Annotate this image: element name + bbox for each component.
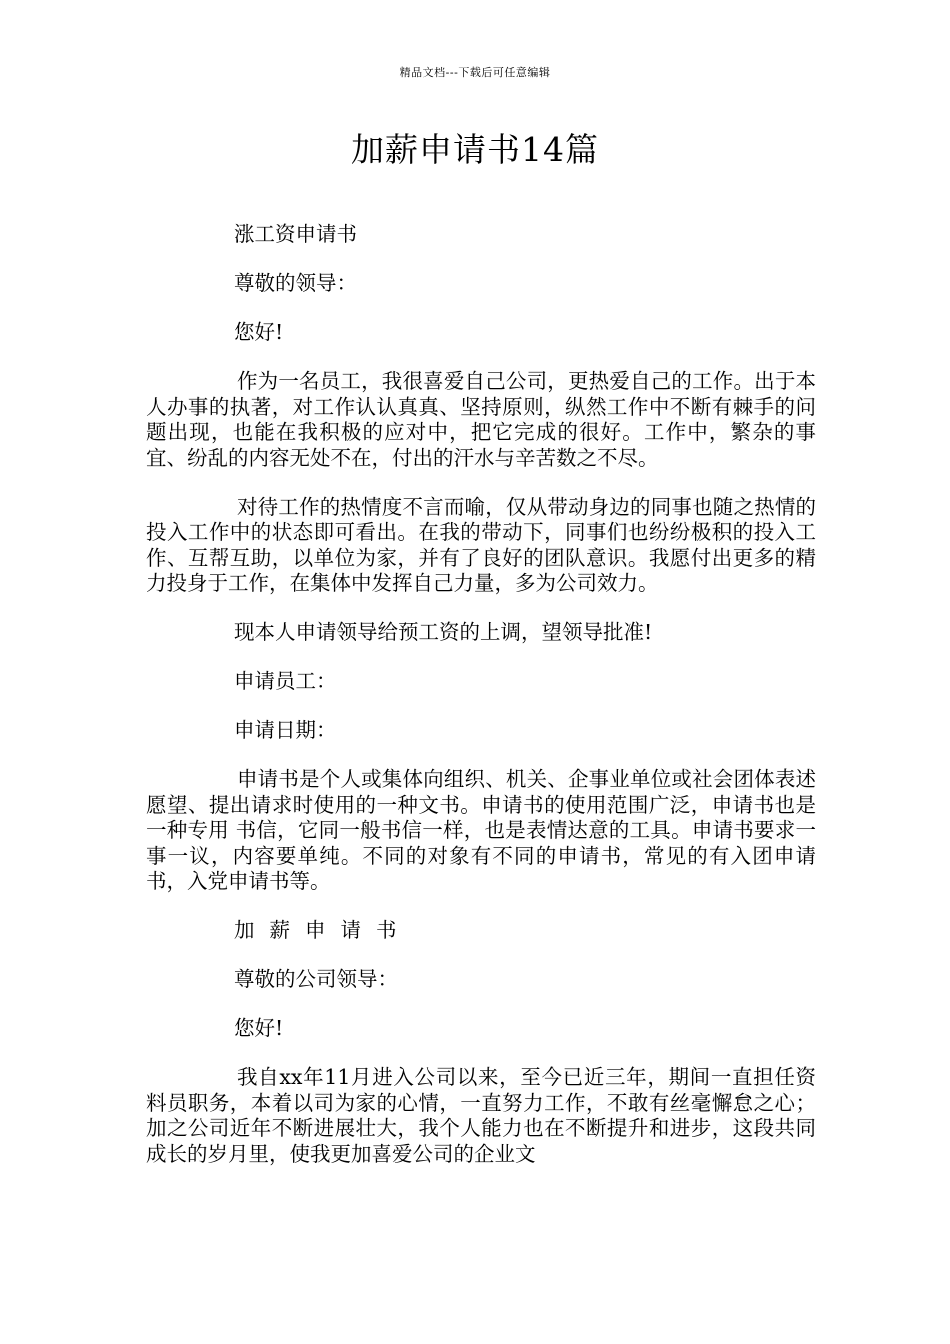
request-line: 现本人申请领导给预工资的上调，望领导批准! [234, 620, 653, 644]
salutation: 尊敬的领导： [234, 271, 357, 295]
body-paragraph: 申请书是个人或集体向组织、机关、企事业单位或社会团体表述愿望、提出请求时使用的一种文书。申请书的使用范围广泛，申请书也是一种专用 书信，它同一般书信一样，也是表情达意的工具。申请书要求一事一议，内容要单纯。不同的对象有不同的申请书，常见的有入团申请书，入党申请书等。 [146, 767, 816, 893]
body-paragraph: 我自xx年11月进入公司以来，至今已近三年，期间一直担任资料员职务，本着以司为家的心情，一直努力工作，不敢有丝毫懈怠之心；加之公司近年不断进展壮大，我个人能力也在不断提升和进步，这段共同成长的岁月里，使我更加喜爱公司的企业文 [146, 1065, 816, 1166]
body-paragraph: 对待工作的热情度不言而喻，仅从带动身边的同事也随之热情的投入工作中的状态即可看出。在我的带动下，同事们也纷纷极积的投入工作、互帮互助，以单位为家，并有了良好的团队意识。我愿付出更多的精力投身于工作，在集体中发挥自己力量，多为公司效力。 [146, 494, 816, 595]
section-heading: 涨工资申请书 [234, 222, 357, 246]
greeting: 您好! [234, 1016, 284, 1040]
date-line: 申请日期： [234, 718, 337, 742]
salutation: 尊敬的公司领导： [234, 967, 398, 991]
header-note: 精品文档---下载后可任意编辑 [399, 66, 551, 79]
body-paragraph: 作为一名员工，我很喜爱自己公司，更热爱自己的工作。出于本人办事的执著，对工作认认真真、坚持原则，纵然工作中不断有棘手的问题出现，也能在我积极的应对中，把它完成的很好。工作中，繁杂的事宜、纷乱的内容无处不在，付出的汗水与辛苦数之不尽。 [146, 369, 816, 470]
section-heading: 加薪申请书 [234, 918, 412, 942]
document-title: 加薪申请书14篇 [351, 130, 599, 169]
greeting: 您好! [234, 320, 284, 344]
applicant-line: 申请员工： [234, 669, 337, 693]
document-body [146, 222, 816, 1191]
